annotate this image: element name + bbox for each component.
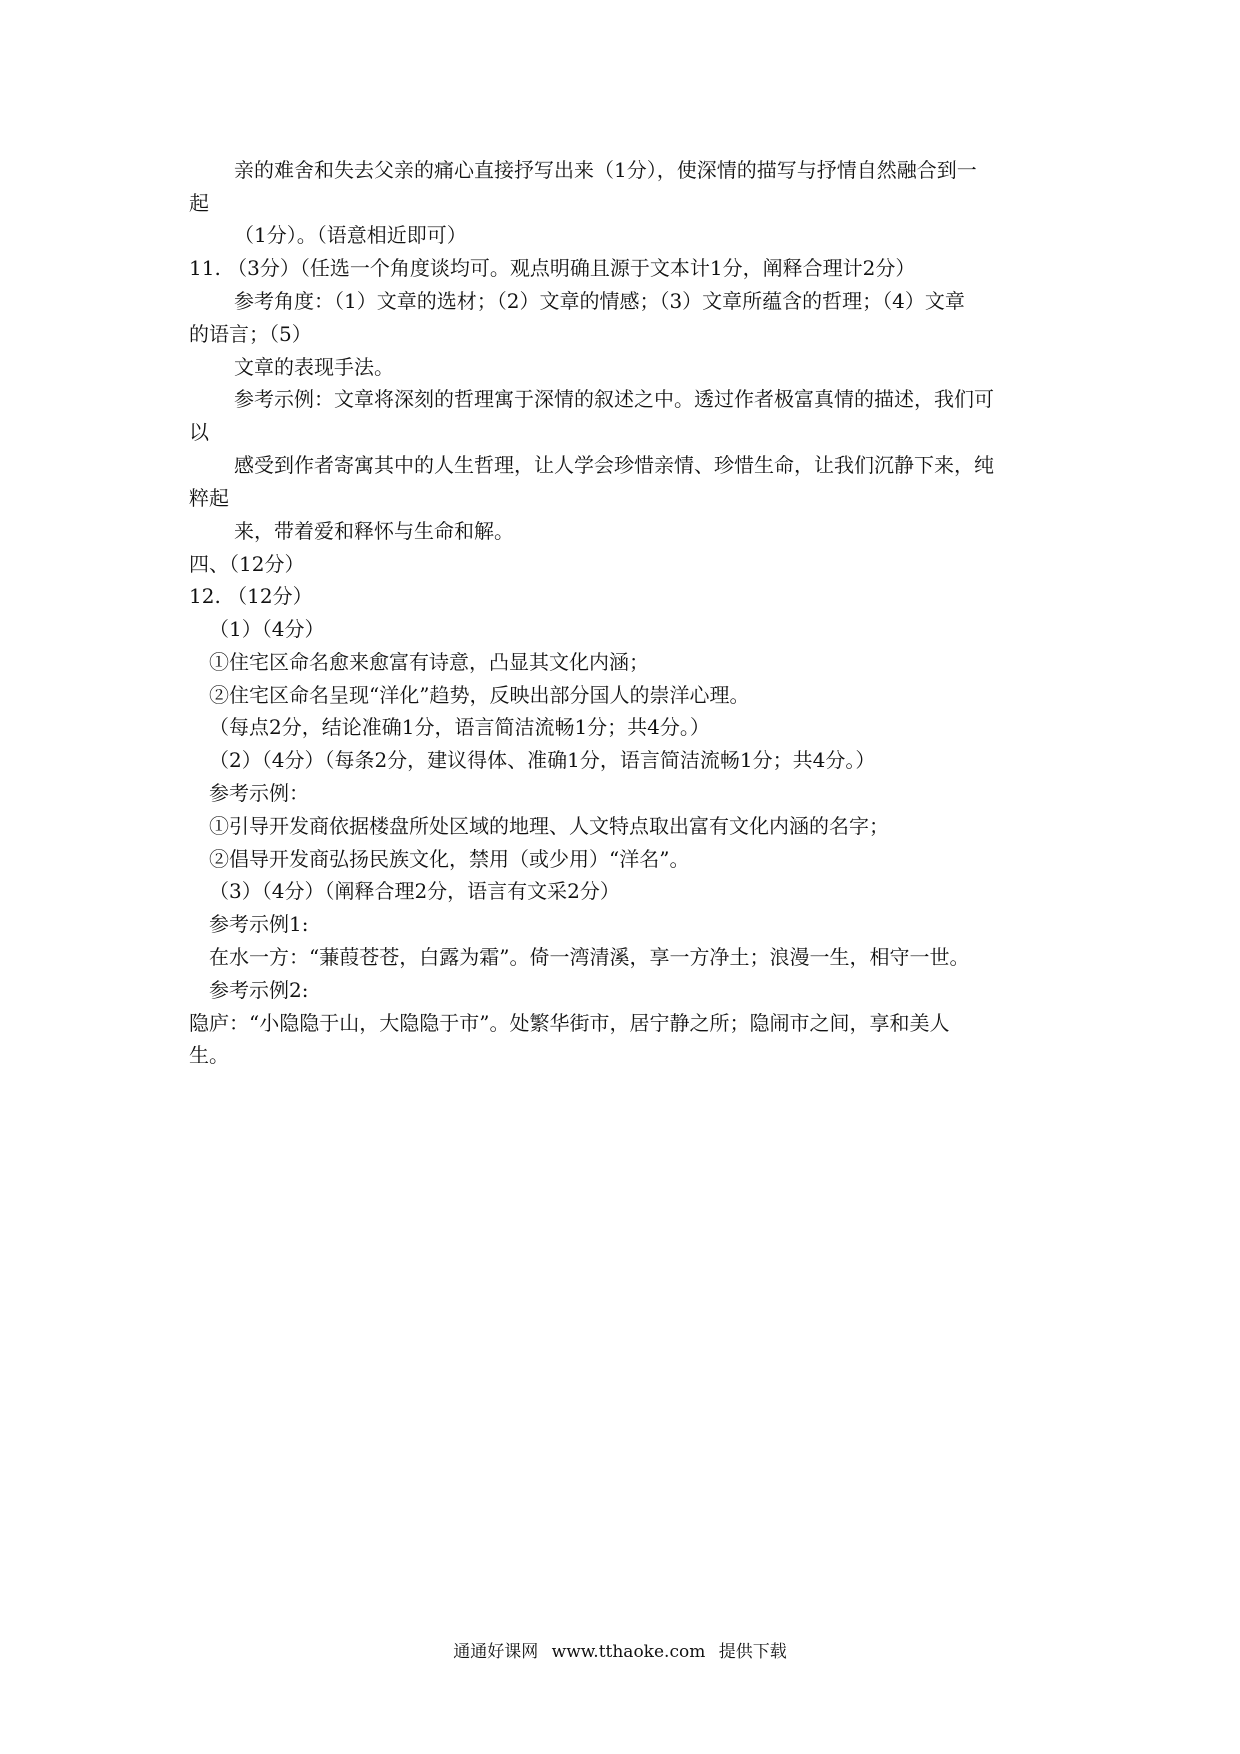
text-line: 粹起 [189, 486, 229, 510]
text-line: 来，带着爱和释怀与生命和解。 [234, 519, 514, 543]
text-line: 参考示例1: [209, 912, 309, 936]
text-line: （2）（4分）（每条2分，建议得体、准确1分，语言简洁流畅1分；共4分。） [209, 748, 876, 772]
text-line: 感受到作者寄寓其中的人生哲理，让人学会珍惜亲情、珍惜生命，让我们沉静下来，纯 [234, 453, 994, 477]
text-line: （1）（4分） [209, 617, 325, 641]
text-line: 参考示例2: [209, 978, 309, 1002]
text-line: 的语言；（5） [189, 322, 312, 346]
text-line: （每点2分，结论准确1分，语言简洁流畅1分；共4分。） [209, 715, 710, 739]
text-line: 文章的表现手法。 [234, 355, 394, 379]
question-11-header: 11. （3分）（任选一个角度谈均可。观点明确且源于文本计1分，阐释合理计2分） [189, 256, 916, 280]
text-line: 起 [189, 191, 209, 215]
text-line: ①引导开发商依据楼盘所处区域的地理、人文特点取出富有文化内涵的名字； [209, 814, 889, 838]
text-line: 参考角度：（1）文章的选材；（2）文章的情感；（3）文章所蕴含的哲理；（4）文章 [234, 289, 965, 313]
text-line: （1分）。（语意相近即可） [234, 223, 467, 247]
text-line: 隐庐：“小隐隐于山，大隐隐于市”。处繁华街市，居宁静之所；隐闹市之间，享和美人 [189, 1011, 950, 1035]
page-footer [0, 1641, 1240, 1663]
text-line: （3）（4分）（阐释合理2分，语言有文采2分） [209, 879, 620, 903]
text-line: 在水一方：“蒹葭苍苍，白露为霜”。倚一湾清溪，享一方净土；浪漫一生，相守一世。 [209, 945, 970, 969]
text-line: 以 [189, 420, 209, 444]
question-12-header: 12. （12分） [189, 584, 313, 608]
footer-url: www.tthaoke.com [551, 1642, 706, 1662]
text-line: ②倡导开发商弘扬民族文化，禁用（或少用）“洋名”。 [209, 847, 690, 871]
section-4-header: 四、（12分） [189, 552, 305, 576]
footer-site-name: 通通好课网 [453, 1642, 539, 1662]
text-line: 参考示例：文章将深刻的哲理寓于深情的叙述之中。透过作者极富真情的描述，我们可 [234, 387, 994, 411]
text-line: ②住宅区命名呈现“洋化”趋势，反映出部分国人的崇洋心理。 [209, 683, 750, 707]
text-line: 亲的难舍和失去父亲的痛心直接抒写出来（1分），使深情的描写与抒情自然融合到一 [234, 158, 977, 182]
text-line: 生。 [189, 1043, 229, 1067]
footer-suffix: 提供下载 [718, 1642, 787, 1662]
text-line: ①住宅区命名愈来愈富有诗意，凸显其文化内涵； [209, 650, 649, 674]
text-line: 参考示例： [209, 781, 309, 805]
